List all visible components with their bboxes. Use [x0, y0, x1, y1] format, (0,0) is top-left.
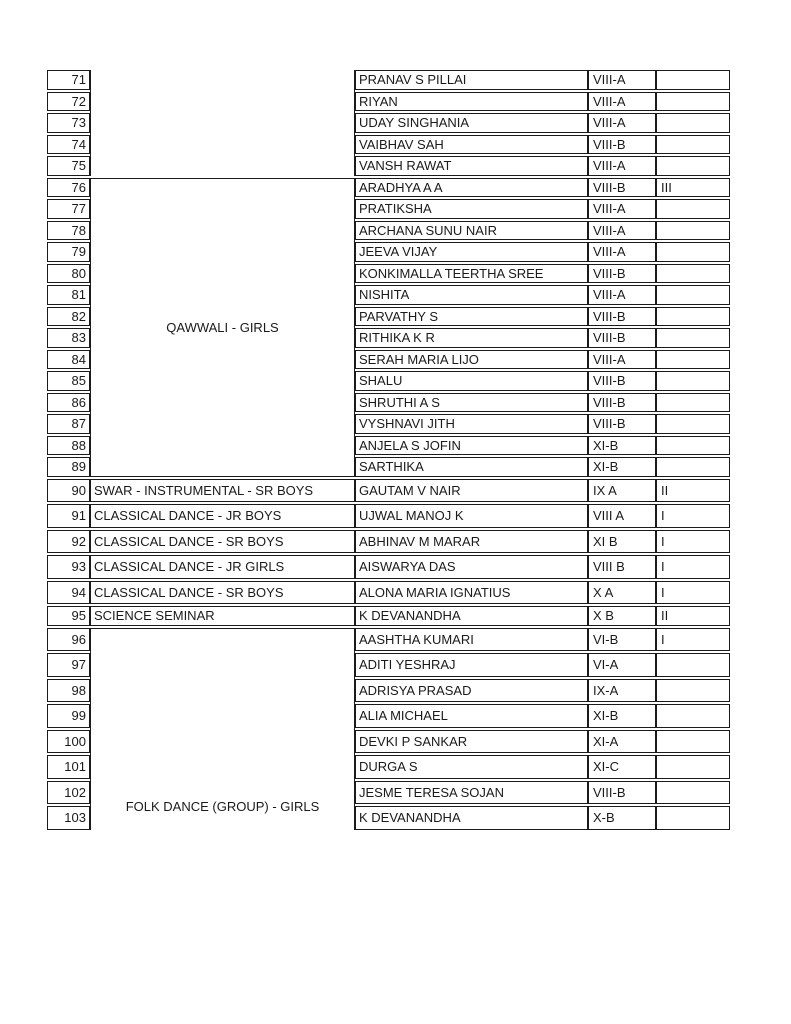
student-name-cell: ANJELA S JOFIN — [355, 436, 588, 456]
class-cell: VIII-B — [588, 371, 656, 391]
position-cell: II — [656, 479, 730, 503]
row-number-cell: 94 — [47, 581, 90, 605]
position-cell: I — [656, 628, 730, 652]
class-cell: VIII-A — [588, 70, 656, 90]
position-cell — [656, 328, 730, 348]
table-row — [47, 504, 730, 528]
class-cell: X B — [588, 606, 656, 626]
class-cell: VI-A — [588, 653, 656, 677]
student-name-cell: NISHITA — [355, 285, 588, 305]
student-name-cell: VYSHNAVI JITH — [355, 414, 588, 434]
student-name-cell: PRANAV S PILLAI — [355, 70, 588, 90]
position-cell: I — [656, 504, 730, 528]
row-number-cell: 78 — [47, 221, 90, 241]
class-cell: X-B — [588, 806, 656, 830]
row-number-cell: 73 — [47, 113, 90, 133]
student-name-cell: VANSH RAWAT — [355, 156, 588, 176]
student-name-cell: RIYAN — [355, 92, 588, 112]
row-number-cell: 72 — [47, 92, 90, 112]
position-cell — [656, 242, 730, 262]
position-cell: III — [656, 178, 730, 198]
class-cell: VIII-B — [588, 328, 656, 348]
row-number-cell: 91 — [47, 504, 90, 528]
position-cell — [656, 113, 730, 133]
class-cell: VIII-A — [588, 92, 656, 112]
table-row — [47, 555, 730, 579]
student-name-cell: UJWAL MANOJ K — [355, 504, 588, 528]
position-cell: I — [656, 555, 730, 579]
row-number-cell: 100 — [47, 730, 90, 754]
student-name-cell: JESME TERESA SOJAN — [355, 781, 588, 805]
student-name-cell: RITHIKA K R — [355, 328, 588, 348]
row-number-cell: 74 — [47, 135, 90, 155]
results-table — [47, 68, 730, 832]
student-name-cell: UDAY SINGHANIA — [355, 113, 588, 133]
class-cell: VIII-A — [588, 242, 656, 262]
row-number-cell: 84 — [47, 350, 90, 370]
row-number-cell: 92 — [47, 530, 90, 554]
class-cell: VIII-A — [588, 113, 656, 133]
row-number-cell: 76 — [47, 178, 90, 198]
table-row — [47, 606, 730, 626]
event-cell: QAWWALI - GIRLS — [90, 178, 355, 477]
student-name-cell: PRATIKSHA — [355, 199, 588, 219]
table-row — [47, 581, 730, 605]
table-row — [47, 628, 730, 652]
row-number-cell: 96 — [47, 628, 90, 652]
student-name-cell: AISWARYA DAS — [355, 555, 588, 579]
table-row — [47, 178, 730, 198]
row-number-cell: 80 — [47, 264, 90, 284]
position-cell — [656, 755, 730, 779]
row-number-cell: 97 — [47, 653, 90, 677]
position-cell — [656, 371, 730, 391]
position-cell — [656, 264, 730, 284]
position-cell — [656, 307, 730, 327]
position-cell — [656, 285, 730, 305]
class-cell: VIII-A — [588, 199, 656, 219]
position-cell — [656, 350, 730, 370]
position-cell — [656, 806, 730, 830]
position-cell — [656, 221, 730, 241]
position-cell — [656, 156, 730, 176]
position-cell — [656, 92, 730, 112]
row-number-cell: 93 — [47, 555, 90, 579]
student-name-cell: ABHINAV M MARAR — [355, 530, 588, 554]
position-cell — [656, 414, 730, 434]
student-name-cell: AASHTHA KUMARI — [355, 628, 588, 652]
student-name-cell: ALIA MICHAEL — [355, 704, 588, 728]
class-cell: VIII-A — [588, 285, 656, 305]
student-name-cell: PARVATHY S — [355, 307, 588, 327]
table-row — [47, 530, 730, 554]
class-cell: VIII-B — [588, 264, 656, 284]
row-number-cell: 99 — [47, 704, 90, 728]
student-name-cell: VAIBHAV SAH — [355, 135, 588, 155]
row-number-cell: 98 — [47, 679, 90, 703]
row-number-cell: 83 — [47, 328, 90, 348]
event-cell: CLASSICAL DANCE - JR BOYS — [90, 504, 355, 528]
class-cell: VIII-B — [588, 414, 656, 434]
event-cell: SWAR - INSTRUMENTAL - SR BOYS — [90, 479, 355, 503]
position-cell: II — [656, 606, 730, 626]
position-cell — [656, 135, 730, 155]
row-number-cell: 81 — [47, 285, 90, 305]
class-cell: IX-A — [588, 679, 656, 703]
student-name-cell: ARADHYA A A — [355, 178, 588, 198]
row-number-cell: 89 — [47, 457, 90, 477]
student-name-cell: ADITI YESHRAJ — [355, 653, 588, 677]
class-cell: VIII-B — [588, 781, 656, 805]
row-number-cell: 71 — [47, 70, 90, 90]
row-number-cell: 75 — [47, 156, 90, 176]
class-cell: VIII-A — [588, 221, 656, 241]
student-name-cell: ALONA MARIA IGNATIUS — [355, 581, 588, 605]
position-cell — [656, 70, 730, 90]
event-cell — [90, 70, 355, 176]
position-cell — [656, 457, 730, 477]
class-cell: XI-B — [588, 436, 656, 456]
class-cell: VI-B — [588, 628, 656, 652]
class-cell: X A — [588, 581, 656, 605]
student-name-cell: DEVKI P SANKAR — [355, 730, 588, 754]
student-name-cell: K DEVANANDHA — [355, 806, 588, 830]
position-cell — [656, 730, 730, 754]
position-cell — [656, 436, 730, 456]
student-name-cell: SHALU — [355, 371, 588, 391]
position-cell — [656, 704, 730, 728]
student-name-cell: DURGA S — [355, 755, 588, 779]
position-cell — [656, 653, 730, 677]
class-cell: VIII-A — [588, 156, 656, 176]
student-name-cell: SHRUTHI A S — [355, 393, 588, 413]
student-name-cell: JEEVA VIJAY — [355, 242, 588, 262]
event-cell: SCIENCE SEMINAR — [90, 606, 355, 626]
row-number-cell: 95 — [47, 606, 90, 626]
table-row — [47, 479, 730, 503]
row-number-cell: 77 — [47, 199, 90, 219]
row-number-cell: 90 — [47, 479, 90, 503]
position-cell — [656, 199, 730, 219]
class-cell: VIII-A — [588, 350, 656, 370]
position-cell — [656, 393, 730, 413]
class-cell: XI-B — [588, 704, 656, 728]
student-name-cell: K DEVANANDHA — [355, 606, 588, 626]
class-cell: XI B — [588, 530, 656, 554]
row-number-cell: 103 — [47, 806, 90, 830]
class-cell: IX A — [588, 479, 656, 503]
class-cell: VIII-B — [588, 178, 656, 198]
event-cell: CLASSICAL DANCE - SR BOYS — [90, 581, 355, 605]
row-number-cell: 102 — [47, 781, 90, 805]
table-row — [47, 70, 730, 90]
student-name-cell: SERAH MARIA LIJO — [355, 350, 588, 370]
class-cell: VIII A — [588, 504, 656, 528]
event-cell: CLASSICAL DANCE - SR BOYS — [90, 530, 355, 554]
student-name-cell: ARCHANA SUNU NAIR — [355, 221, 588, 241]
class-cell: XI-B — [588, 457, 656, 477]
class-cell: VIII-B — [588, 135, 656, 155]
student-name-cell: ADRISYA PRASAD — [355, 679, 588, 703]
class-cell: VIII-B — [588, 307, 656, 327]
event-cell: CLASSICAL DANCE - JR GIRLS — [90, 555, 355, 579]
student-name-cell: GAUTAM V NAIR — [355, 479, 588, 503]
row-number-cell: 87 — [47, 414, 90, 434]
position-cell: I — [656, 581, 730, 605]
position-cell — [656, 679, 730, 703]
student-name-cell: SARTHIKA — [355, 457, 588, 477]
class-cell: VIII-B — [588, 393, 656, 413]
row-number-cell: 82 — [47, 307, 90, 327]
student-name-cell: KONKIMALLA TEERTHA SREE — [355, 264, 588, 284]
row-number-cell: 88 — [47, 436, 90, 456]
row-number-cell: 85 — [47, 371, 90, 391]
position-cell: I — [656, 530, 730, 554]
class-cell: XI-A — [588, 730, 656, 754]
class-cell: VIII B — [588, 555, 656, 579]
event-cell: FOLK DANCE (GROUP) - GIRLS — [90, 628, 355, 830]
row-number-cell: 101 — [47, 755, 90, 779]
position-cell — [656, 781, 730, 805]
row-number-cell: 86 — [47, 393, 90, 413]
class-cell: XI-C — [588, 755, 656, 779]
row-number-cell: 79 — [47, 242, 90, 262]
